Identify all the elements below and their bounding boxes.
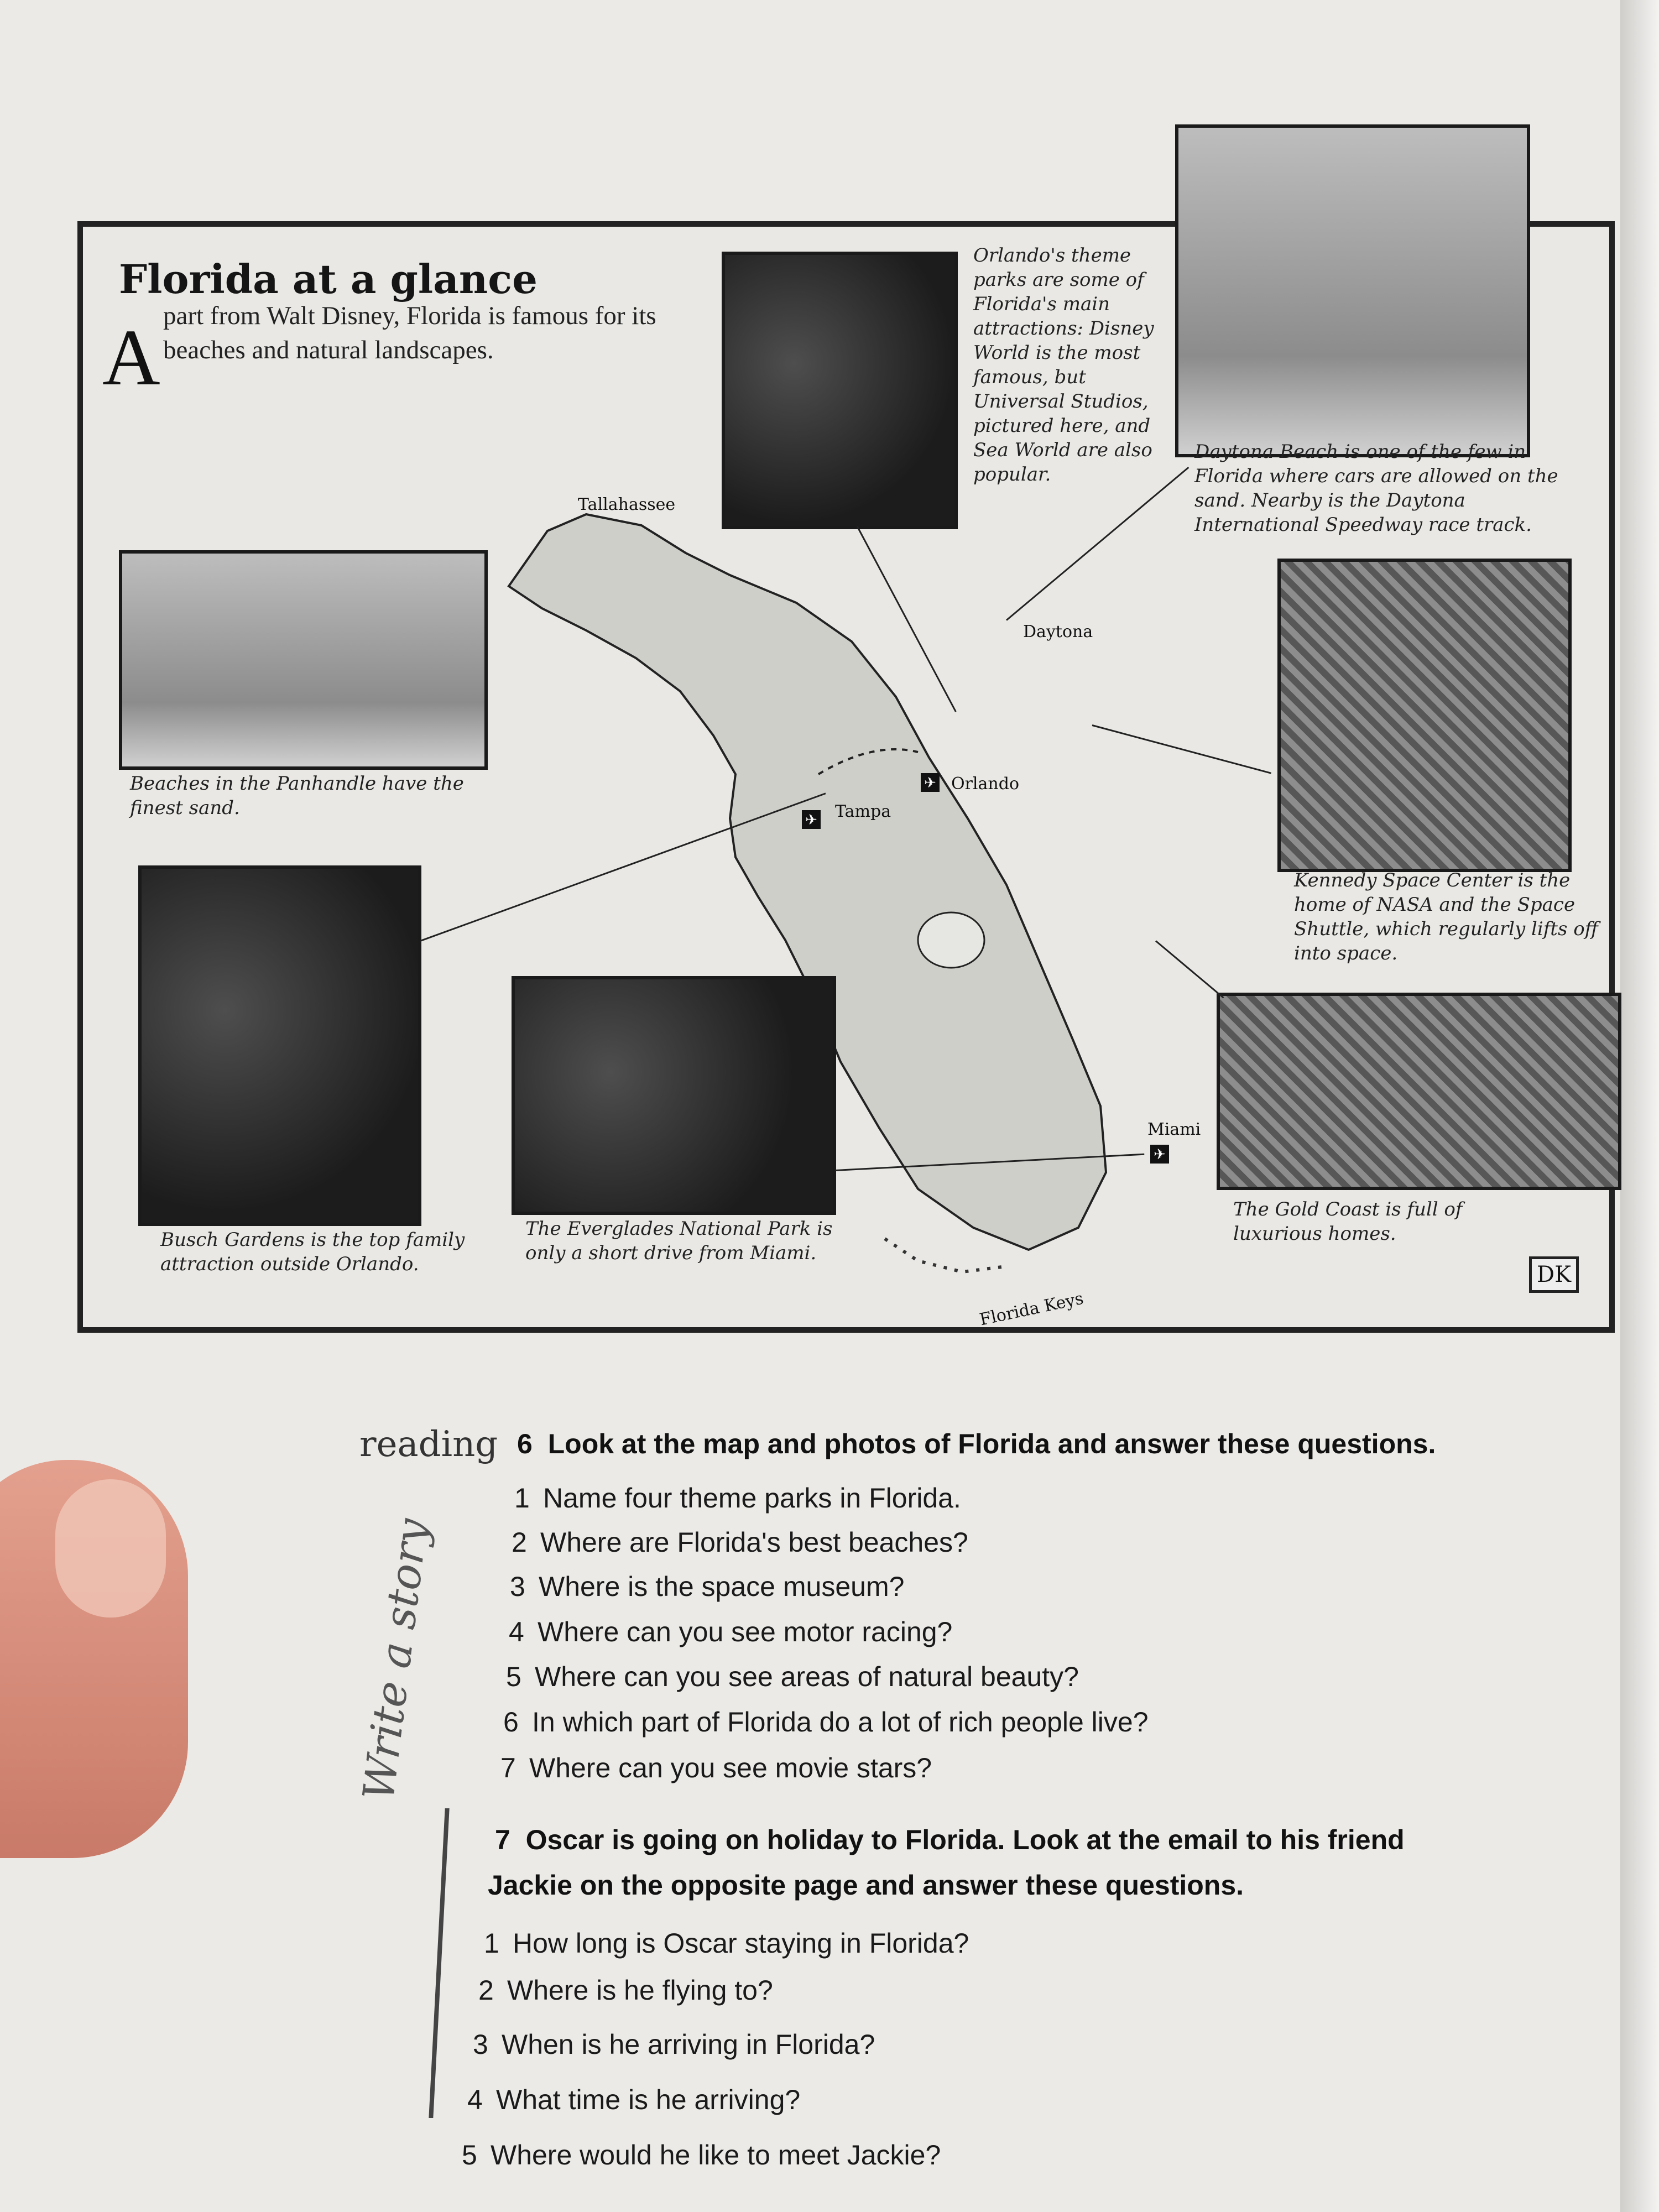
handwritten-note: Write a story [354,1516,438,1803]
airport-icon: ✈ [921,773,940,792]
caption-panhandle: Beaches in the Panhandle have the finest sand. [130,773,464,819]
intro-dropcap: A [102,314,160,402]
caption-gold-coast: The Gold Coast is full of luxurious homes. [1233,1198,1463,1245]
thumbnail-nail [55,1479,166,1618]
gold-coast-photo [1217,993,1621,1190]
label-florida-keys: Florida Keys [978,1288,1086,1330]
universal-studios-photo [722,252,958,529]
label-miami: Miami [1147,1120,1201,1139]
reading-question: 3 Where is the space museum? [510,1571,905,1602]
label-daytona: Daytona [1023,622,1093,641]
daytona-beach-photo [1175,124,1530,457]
florida-keys-dots [885,1239,1006,1272]
exercise-7-instruction-line1: 7 Oscar is going on holiday to Florida. Look at the email to his friend [495,1824,1405,1855]
story-question: 4 What time is he arriving? [467,2084,801,2115]
caption-daytona: Daytona Beach is one of the few in Florida where cars are allowed on the sand. Nearby is the Daytona International Speedway race track. [1194,441,1558,536]
lake-okeechobee [918,912,984,968]
exercise-number: 6 [517,1428,533,1459]
exercise-text: Look at the map and photos of Florida and answer these questions. [547,1428,1436,1459]
caption-busch-gardens: Busch Gardens is the top family attraction outside Orlando. [160,1229,465,1275]
everglades-photo [512,976,836,1215]
story-question: 5 Where would he like to meet Jackie? [462,2140,941,2171]
story-question: 1 How long is Oscar staying in Florida? [484,1928,969,1959]
exercise-6-instruction [517,1428,1436,1460]
reading-question: 5 Where can you see areas of natural beauty? [506,1661,1079,1692]
label-orlando: Orlando [951,774,1020,794]
label-tampa: Tampa [835,802,891,821]
caption-everglades: The Everglades National Park is only a short drive from Miami. [525,1218,833,1264]
caption-kennedy: Kennedy Space Center is the home of NASA and the Space Shuttle, which regularly lifts off into space. [1294,869,1598,964]
reading-question: 7 Where can you see movie stars? [500,1752,932,1783]
caption-orlando: Orlando's theme parks are some of Florida's main attractions: Disney World is the most famous, but Universal Studios, pictured here, and Sea World are also popular. [973,244,1154,486]
panhandle-beach-photo [119,550,488,770]
reading-question: 1 Name four theme parks in Florida. [514,1483,961,1514]
publisher-logo: DK [1529,1256,1579,1293]
intro-text: part from Walt Disney, Florida is famous for its beaches and natural landscapes. [163,301,656,364]
busch-gardens-photo [138,865,421,1226]
story-question: 2 Where is he flying to? [478,1975,773,2006]
reading-question: 6 In which part of Florida do a lot of rich people live? [503,1707,1149,1738]
reading-question: 4 Where can you see motor racing? [509,1616,953,1647]
exercise-7-instruction-line2: Jackie on the opposite page and answer these questions. [488,1870,1244,1901]
reading-question: 2 Where are Florida's best beaches? [512,1527,968,1558]
feature-title: Florida at a glance [119,255,538,302]
airport-icon: ✈ [802,810,821,829]
section-label-reading: reading [359,1424,498,1465]
exercise-number: 7 [495,1824,510,1855]
airport-icon: ✈ [1150,1145,1169,1164]
label-tallahassee: Tallahassee [578,495,676,514]
kennedy-space-center-photo [1277,559,1572,872]
story-question: 3 When is he arriving in Florida? [473,2029,875,2060]
page-edge [1620,0,1659,2212]
